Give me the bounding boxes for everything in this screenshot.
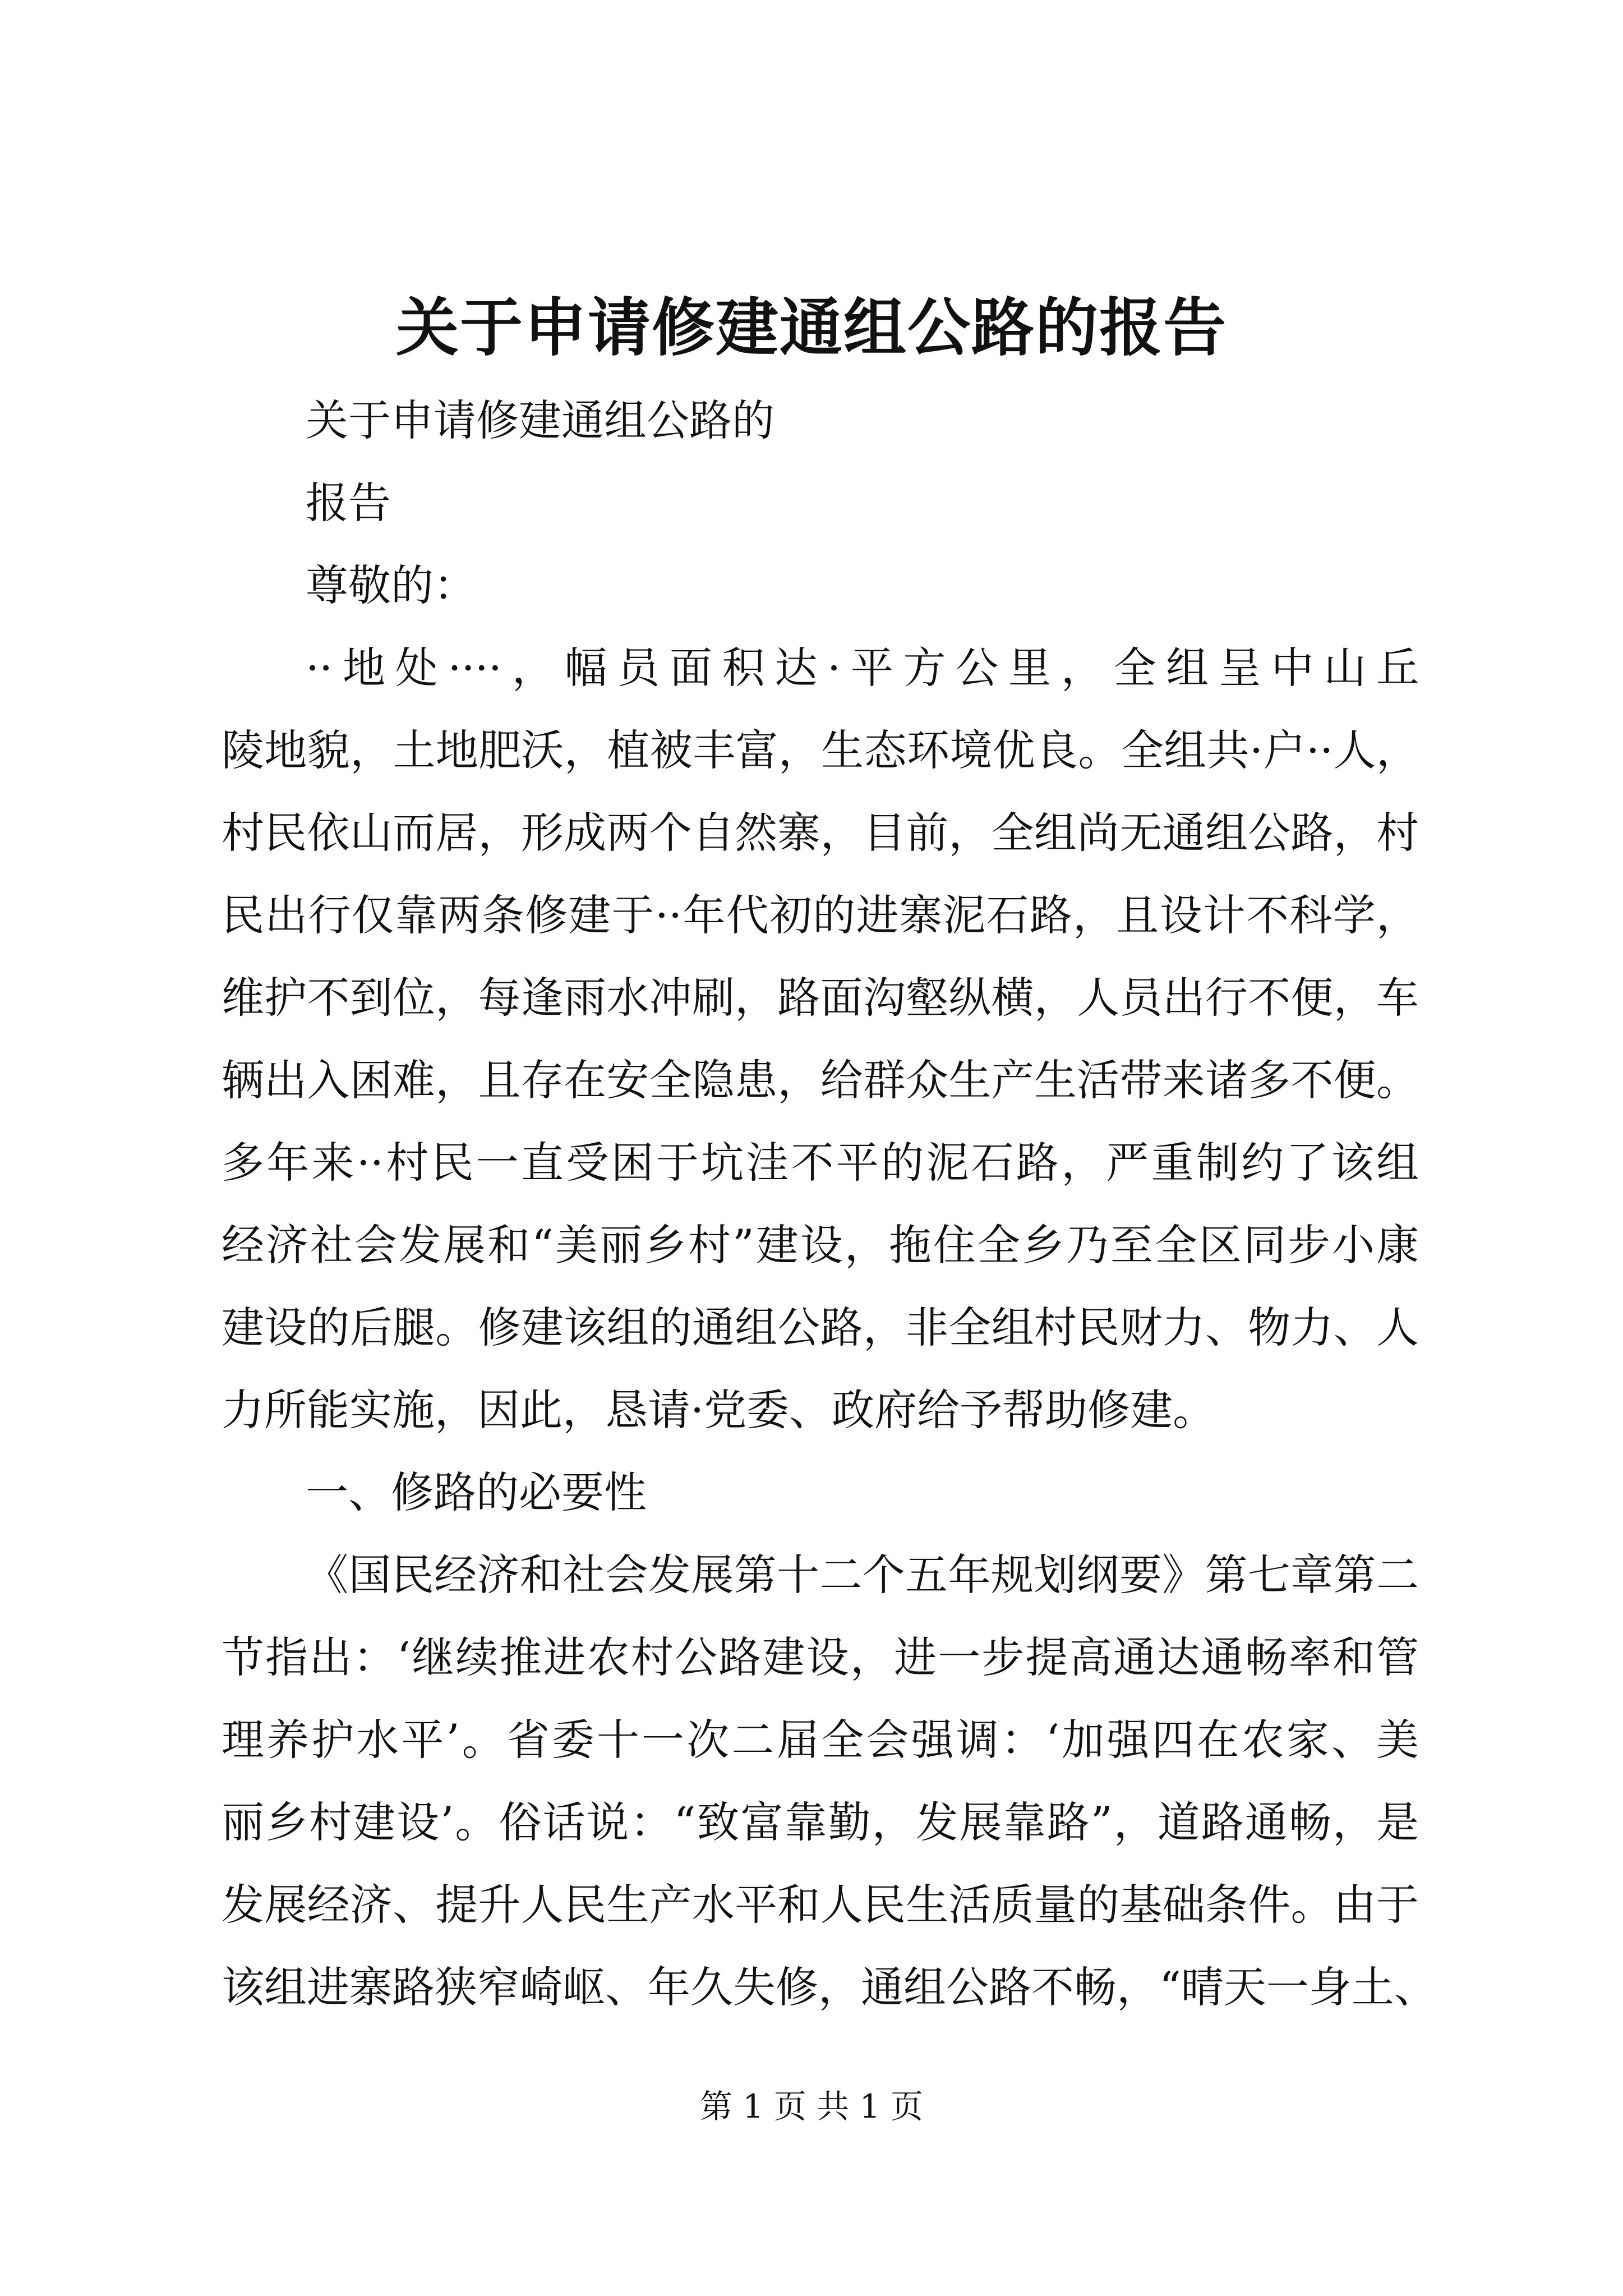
text-line: 建设的后腿。修建该组的通组公路，非全组村民财力、物力、人 — [222, 1303, 1419, 1352]
text-line: 力所能实施，因此，恳请·党委、政府给予帮助修建。 — [222, 1385, 1216, 1435]
text-line: 尊敬的： — [306, 560, 476, 610]
document-title: 关于申请修建通组公路的报告 — [396, 291, 1227, 365]
text-line: 发展经济、提升人民生产水平和人民生活质量的基础条件。由于 — [222, 1880, 1419, 1930]
text-line: ··地处····，幅员面积达·平方公里，全组呈中山丘 — [306, 643, 1419, 693]
text-line: 一、修路的必要性 — [306, 1467, 647, 1517]
text-line: 节指出：‘继续推进农村公路建设，进一步提高通达通畅率和管 — [222, 1632, 1419, 1682]
page-footer: 第 1 页 共 1 页 — [700, 2087, 923, 2125]
text-line: 经济社会发展和“美丽乡村”建设，拖住全乡乃至全区同步小康 — [222, 1220, 1419, 1270]
text-line: 辆出入困难，且存在安全隐患，给群众生产生活带来诸多不便。 — [222, 1055, 1419, 1105]
text-line: 理养护水平’。省委十一次二届全会强调：‘加强四在农家、美 — [222, 1715, 1419, 1765]
text-line: 村民依山而居，形成两个自然寨，目前，全组尚无通组公路，村 — [222, 808, 1419, 858]
text-line: 维护不到位，每逢雨水冲刷，路面沟壑纵横，人员出行不便，车 — [222, 973, 1419, 1023]
text-line: 多年来··村民一直受困于坑洼不平的泥石路，严重制约了该组 — [222, 1138, 1419, 1188]
text-line: 陵地貌，土地肥沃，植被丰富，生态环境优良。全组共·户··人， — [222, 725, 1419, 775]
text-line: 该组进寨路狭窄崎岖、年久失修，通组公路不畅，“晴天一身土、 — [222, 1962, 1437, 2012]
text-line: 《国民经济和社会发展第十二个五年规划纲要》第七章第二 — [306, 1550, 1419, 1600]
text-line: 丽乡村建设’。俗话说：“致富靠勤，发展靠路”，道路通畅，是 — [222, 1797, 1419, 1847]
text-line: 报告 — [306, 478, 391, 528]
text-line: 民出行仅靠两条修建于··年代初的进寨泥石路，且设计不科学， — [222, 890, 1419, 940]
text-line: 关于申请修建通组公路的 — [306, 395, 774, 445]
document-body — [222, 379, 1437, 2028]
